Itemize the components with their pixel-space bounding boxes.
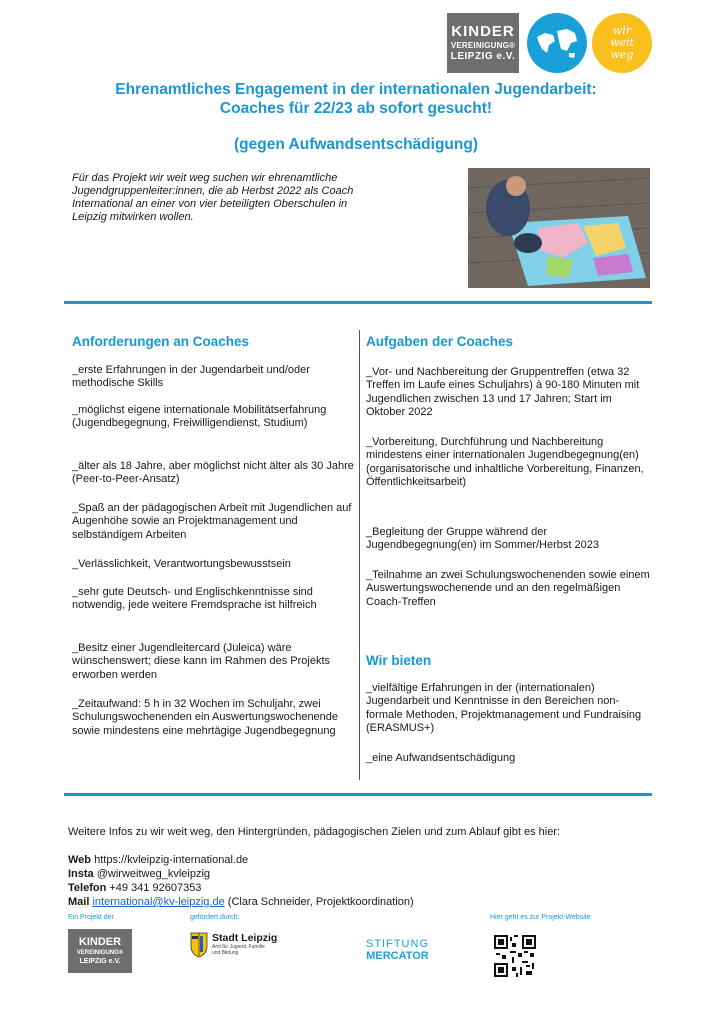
requirement-item: _Besitz einer Jugendleitercard (Juleica) wäre wünschenswert; diese kann im Rahmen des Projekts erworben werden [72,642,331,681]
requirement-item: _älter als 18 Jahre, aber möglichst nicht älter als 30 Jahre (Peer-to-Peer-Ansatz) [72,460,354,486]
contact-web: Web https://kvleipzig-international.de [68,854,249,866]
requirement-item: _erste Erfahrungen in der Jugendarbeit und/oder methodische Skills [72,364,310,390]
kinder-vereinigung-logo-small: KINDER VEREINIGUNG® LEIPZIG e.V. [68,929,132,973]
mail-link[interactable]: international@kv-leipzig.de [92,896,225,908]
page-subtitle: (gegen Aufwandsentschädigung) [234,136,478,153]
web-link[interactable]: https://kvleipzig-international.de [94,854,249,866]
requirement-item: _möglichst eigene internationale Mobilitätserfahrung (Jugendbegegnung, Freiwilligendienst, Studium) [72,404,327,430]
page-title-line2: Coaches für 22/23 ab sofort gesucht! [219,100,493,117]
contact-mail: Mail international@kv-leipzig.de (Clara Schneider, Projektkoordination) [68,896,414,908]
task-item: _Begleitung der Gruppe während der Jugendbegegnung(en) im Sommer/Herbst 2023 [366,526,599,552]
contact-phone: Telefon +49 341 92607353 [68,882,202,894]
task-item: _Teilnahme an zwei Schulungswochenenden sowie einem Auswertungswochenende und an den regelmäßigen Coach-Treffen [366,569,650,608]
leipzig-crest-icon [190,932,208,958]
footer-intro: Weitere Infos zu wir weit weg, den Hintergründen, pädagogischen Zielen und zum Ablauf gibt es hier: [68,826,561,838]
stadt-leipzig-logo: Stadt Leipzig Amt für Jugend, Familie und Bildung [190,932,277,958]
requirement-item: _Spaß an der pädagogischen Arbeit mit Jugendlichen auf Augenhöhe sowie an Projektmanagement und selbständigem Arbeiten [72,502,352,541]
divider-top [64,301,652,304]
wir-weit-weg-logo: wir weit weg [592,13,652,73]
requirement-item: _Verlässlichkeit, Verantwortungsbewusstsein [72,558,291,570]
requirement-item: _sehr gute Deutsch- und Englischkenntnisse sind notwendig, jede weitere Fremdsprache ist hilfreich [72,586,317,612]
column-divider [359,330,360,780]
label-funded: gefördert durch: [190,914,240,921]
insta-handle[interactable]: @wirweitweg_kvleipzig [96,868,211,880]
world-map-icon [527,13,587,73]
offer-heading: Wir bieten [366,653,432,668]
stiftung-mercator-logo: STIFTUNG MERCATOR [366,938,429,962]
requirements-heading: Anforderungen an Coaches [72,334,250,349]
page-title-line1: Ehrenamtliches Engagement in der internationalen Jugendarbeit: [115,81,597,98]
task-item: _Vor- und Nachbereitung der Gruppentreffen (etwa 32 Treffen im Laufe eines Schuljahrs) à 90-180 Minuten mit Jugendlichen zwischen 13 und 17 Jahren; Start im Oktober 2022 [366,366,640,419]
qr-code[interactable] [494,935,536,977]
task-item: _Vorbereitung, Durchführung und Nachbereitung mindestens einer internationalen Jugendbegegnung(en) (organisatorische und inhaltliche Vorbereitung, Finanzen, Öffentlichkeitsarbeit) [366,436,644,489]
tasks-heading: Aufgaben der Coaches [366,334,514,349]
label-project: Ein Projekt der [68,914,114,921]
phone-number[interactable]: +49 341 92607353 [109,882,202,894]
divider-bottom [64,793,652,796]
kinder-vereinigung-logo: KINDER VEREINIGUNG® LEIPZIG e.V. [447,13,519,73]
workshop-photo [468,168,650,288]
offer-item: _eine Aufwandsentschädigung [366,752,516,764]
requirement-item: _Zeitaufwand: 5 h in 32 Wochen im Schuljahr, zwei Schulungswochenenden ein Auswertungswochenende sowie mindestens eine mehrtägige Jugendbegegnung [72,698,339,737]
offer-item: _vielfältige Erfahrungen in der (internationalen) Jugendarbeit und Kenntnisse in den Bereichen non-formale Methoden, Projektmanagement und Fundraising (ERASMUS+) [366,682,642,735]
label-website: Hier geht es zur Projekt-Website [490,914,591,921]
contact-insta: Insta @wirweitweg_kvleipzig [68,868,211,880]
intro-text: Für das Projekt wir weit weg suchen wir ehrenamtliche Jugendgruppenleiter:innen, die ab Herbst 2022 als Coach International an einer von vier beteiligten Oberschulen in Leipzig mitwirken wollen. [72,172,354,223]
